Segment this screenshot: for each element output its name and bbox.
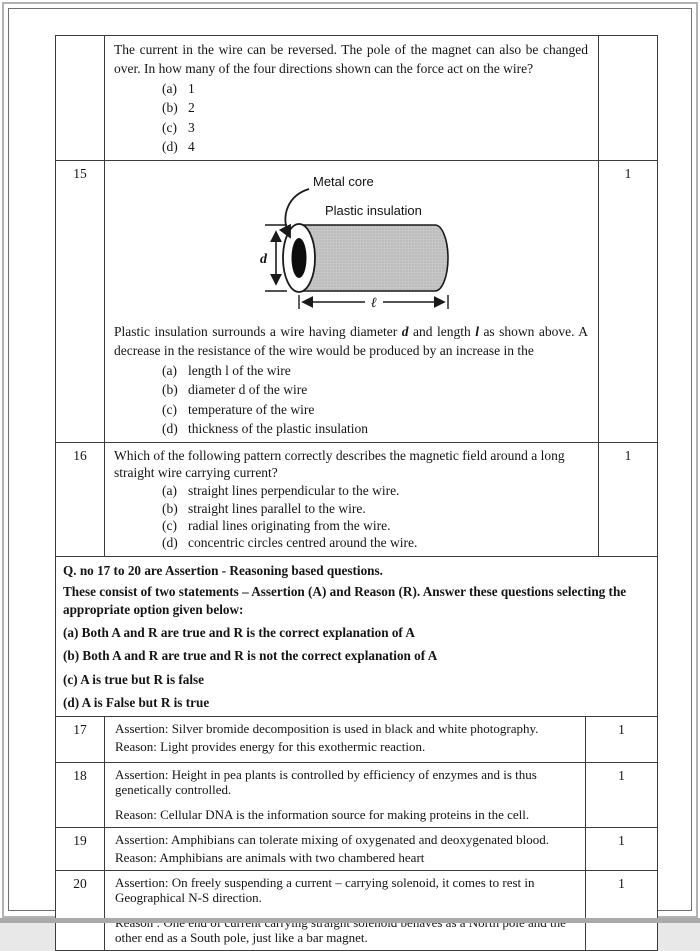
option-label: (c) xyxy=(162,401,177,417)
assertion-text: Assertion: Amphibians can tolerate mixing of oxygenated and deoxygenated blood. xyxy=(115,831,549,847)
question-text xyxy=(114,322,588,360)
question-row-20 xyxy=(56,871,657,950)
reason-text: Reason: Cellular DNA is the information source for making proteins in the cell. xyxy=(115,806,530,822)
question-number: 20 xyxy=(56,871,105,950)
option-label: (a) xyxy=(162,483,177,499)
plastic-insulation-label: Plastic insulation xyxy=(325,202,422,218)
option-item xyxy=(162,500,588,517)
option-label: (b) xyxy=(162,382,178,398)
option-text: length l of the wire xyxy=(188,363,291,379)
option-item xyxy=(162,361,588,380)
section-option-b: (b) Both A and R are true and R is not the correct explanation of A xyxy=(63,648,438,664)
length-variable: l xyxy=(475,323,479,339)
option-item xyxy=(162,118,588,137)
question-table xyxy=(55,35,658,951)
question-number: 18 xyxy=(56,763,105,827)
option-label: (c) xyxy=(162,517,177,533)
option-text: 1 xyxy=(188,81,195,97)
question-body xyxy=(105,443,599,556)
option-list xyxy=(114,361,588,438)
option-text: diameter d of the wire xyxy=(188,382,308,398)
option-text: 3 xyxy=(188,119,195,135)
question-body xyxy=(105,717,586,762)
question-number: 16 xyxy=(56,443,105,556)
option-item xyxy=(162,79,588,98)
reason-text: other end as a South pole, just like a bar magnet. xyxy=(115,930,368,946)
text-segment: and length xyxy=(408,323,476,339)
option-label: (b) xyxy=(162,500,178,516)
option-item xyxy=(162,482,588,499)
section-option-c: (c) A is true but R is false xyxy=(63,671,205,687)
marks-cell: 1 xyxy=(618,832,625,848)
option-item xyxy=(162,419,588,438)
option-item xyxy=(162,137,588,156)
question-row-15 xyxy=(56,161,657,443)
option-text: concentric circles centred around the wire. xyxy=(188,535,418,551)
metal-core-label: Metal core xyxy=(313,173,374,189)
marks-cell: 1 xyxy=(618,767,625,783)
option-text: radial lines originating from the wire. xyxy=(188,517,391,533)
question-number: 15 xyxy=(56,161,105,442)
cylinder-body xyxy=(299,225,448,291)
question-body xyxy=(105,828,586,870)
assertion-text: Assertion: Height in pea plants is controlled by efficiency of enzymes and is thus genetically controlled. xyxy=(115,766,537,798)
section-option-d: (d) A is False but R is true xyxy=(63,695,210,711)
question-row-19 xyxy=(56,828,657,871)
option-text: straight lines perpendicular to the wire. xyxy=(188,483,400,499)
text-segment: Plastic insulation surrounds a wire having diameter xyxy=(114,323,402,339)
option-label: (a) xyxy=(162,81,177,97)
assertion-text: Assertion: On freely suspending a current – carrying solenoid, it comes to rest in Geographical N-S direction. xyxy=(115,874,535,906)
reason-text: Reason: Amphibians are animals with two chambered heart xyxy=(115,850,425,866)
question-row-continuation xyxy=(56,36,657,161)
marks-cell xyxy=(599,36,657,160)
reason-text: Reason: Light provides energy for this exothermic reaction. xyxy=(115,739,426,755)
marks-cell: 1 xyxy=(624,165,632,181)
question-text: Which of the following pattern correctly describes the magnetic field around a long straight wire carrying current? xyxy=(114,447,565,481)
option-list xyxy=(114,482,588,552)
option-text: thickness of the plastic insulation xyxy=(188,420,368,436)
question-body xyxy=(105,763,586,827)
option-item xyxy=(162,98,588,117)
page-bottom-shadow xyxy=(0,918,700,923)
insulated-wire-figure xyxy=(217,171,485,313)
option-text: straight lines parallel to the wire. xyxy=(188,500,366,516)
option-item xyxy=(162,534,588,551)
option-text: 4 xyxy=(188,138,195,154)
question-row-17 xyxy=(56,717,657,763)
metal-core-ellipse xyxy=(292,238,307,278)
marks-cell: 1 xyxy=(624,447,632,463)
length-label: ℓ xyxy=(371,295,377,311)
option-list xyxy=(114,79,588,156)
text-segment: as shown above. A decrease in the resistance of the wire would be produced by an increase in the xyxy=(114,323,588,359)
option-label: (b) xyxy=(162,100,178,116)
question-row-18 xyxy=(56,763,657,828)
diameter-variable: d xyxy=(401,323,409,339)
diameter-label: d xyxy=(260,251,267,267)
marks-cell: 1 xyxy=(618,875,625,891)
question-body xyxy=(105,36,599,160)
assertion-section-header xyxy=(56,557,657,717)
question-row-16 xyxy=(56,443,657,557)
question-body xyxy=(105,871,586,950)
option-item xyxy=(162,380,588,399)
option-label: (d) xyxy=(162,535,178,551)
wire-diagram xyxy=(114,171,588,318)
option-label: (d) xyxy=(162,138,178,154)
option-item xyxy=(162,400,588,419)
option-label: (d) xyxy=(162,420,178,436)
option-label: (c) xyxy=(162,119,177,135)
assertion-text: Assertion: Silver bromide decomposition is used in black and white photography. xyxy=(115,720,539,736)
question-number: 19 xyxy=(56,828,105,870)
option-text: temperature of the wire xyxy=(188,401,315,417)
option-item xyxy=(162,517,588,534)
question-body xyxy=(105,161,599,442)
marks-cell: 1 xyxy=(618,721,625,737)
question-text: The current in the wire can be reversed. The pole of the magnet can also be changed over. In how many of the four directions shown can the force act on the wire? xyxy=(114,42,588,77)
question-number xyxy=(56,36,105,160)
section-title: Q. no 17 to 20 are Assertion - Reasoning based questions. xyxy=(63,562,383,578)
question-number: 17 xyxy=(56,717,105,762)
option-label: (a) xyxy=(162,363,177,379)
option-text: 2 xyxy=(188,100,195,116)
section-intro: These consist of two statements – Assertion (A) and Reason (R). Answer these questions selecting the appropriate option given below: xyxy=(63,584,627,617)
section-option-a: (a) Both A and R are true and R is the correct explanation of A xyxy=(63,625,415,641)
